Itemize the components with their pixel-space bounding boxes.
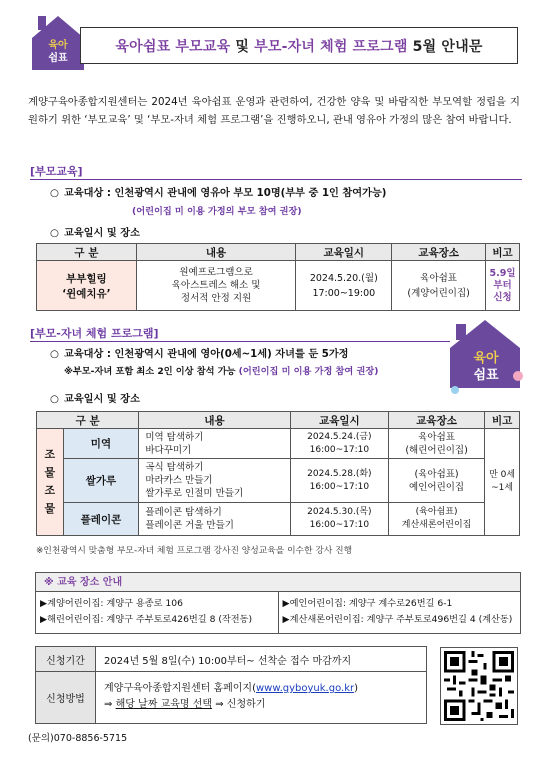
place-item: ▶계양어린이집: 계양구 용종로 106 [40, 598, 183, 609]
table-cell-datetime: 2024.5.28.(화) 16:00~17:10 [290, 459, 388, 503]
parent-section-heading: [부모교육] [30, 165, 83, 178]
family-section-heading: [부모-자녀 체험 프로그램] [30, 327, 159, 340]
family-target: ○ 교육대상 : 인천광역시 관내에 영아(0세~1세) 자녀를 둔 5가정 [50, 349, 349, 360]
footnote: ※인천광역시 맞춤형 부모-자녀 체험 프로그램 강사진 양성교육을 이수한 강사 진행 [36, 546, 353, 556]
table-cell-place: 육아쉼표 (계양어린이집) [392, 261, 486, 311]
parent-target: ○ 교육대상 : 인천광역시 관내에 영유아 부모 10명(부부 중 1인 참여가능) [50, 188, 387, 199]
contact-info: (문의)070-8856-5715 [28, 733, 128, 744]
places-right [278, 592, 521, 633]
homepage-link[interactable]: www.gyboyuk.go.kr [255, 683, 355, 694]
method-value: 계양구육아종합지원센터 홈페이지(www.gyboyuk.go.kr) ⇒ 해당 날짜 교육명 선택 ⇒ 신청하기 [104, 683, 359, 710]
qr-code-icon [441, 648, 517, 724]
table-cell-place: 육아쉼표 (해린어린이집) [388, 429, 484, 459]
svg-text:쉼표: 쉼표 [473, 368, 499, 383]
table-cell-content: 미역 탐색하기 바다꾸미기 [139, 429, 290, 459]
house-logo-icon [446, 316, 524, 396]
place-item: ▶해린어린이집: 계양구 주부토로426번길 8 (작전동) [40, 614, 253, 625]
col-header: 교육일시 [290, 412, 388, 429]
family-target-note: ※부모-자녀 포함 최소 2인 이상 참석 가능 (어린이집 미 이용 가정 참여 권장) [64, 366, 379, 377]
page-title: 육아쉼표 부모교육 및 부모-자녀 체험 프로그램 5월 안내문 [80, 27, 518, 64]
svg-text:쉼표: 쉼표 [48, 53, 68, 64]
parent-schedule-label: ○ 교육일시 및 장소 [50, 228, 140, 239]
table-cell-place: (육아쉼표) 예인어린이집 [388, 459, 484, 503]
table-cell-content: 곡식 탐색하기 마라카스 만들기 쌀가루로 인절미 만들기 [139, 459, 290, 503]
svg-text:육아: 육아 [48, 40, 68, 51]
places-heading: ※ 교육 장소 안내 [36, 573, 520, 592]
logo [30, 14, 86, 72]
col-header: 내용 [136, 244, 296, 261]
col-header: 교육장소 [388, 412, 484, 429]
table-cell-side-note: 만 0세 ~1세 [485, 429, 520, 536]
col-header: 교육장소 [392, 244, 486, 261]
col-header: 내용 [139, 412, 290, 429]
application-box [35, 646, 427, 724]
parent-target-note: (어린이집 미 이용 가정의 부모 참여 권장) [132, 206, 302, 217]
family-schedule-label: ○ 교육일시 및 장소 [50, 394, 140, 405]
col-header: 비고 [486, 244, 520, 261]
method-label: 신청방법 [36, 672, 96, 723]
table-cell-name: 미역 [63, 429, 139, 459]
place-item: ▶계산새론어린이집: 계양구 주부토로496번길 4 (계산동) [282, 614, 513, 625]
table-cell-name: 쌀가루 [63, 459, 139, 503]
table-cell-datetime: 2024.5.20.(월) 17:00~19:00 [296, 261, 392, 311]
table-cell-name: 플레이콘 [63, 503, 139, 536]
table-cell-note: 5.9일 부터 신청 [486, 261, 520, 311]
table-cell-datetime: 2024.5.24.(금) 16:00~17:10 [290, 429, 388, 459]
table-cell-place: (육아쉼표) 계산새론어린이집 [388, 503, 484, 536]
table-cell-content: 원예프로그램으로 육아스트레스 해소 및 정서적 안정 지원 [136, 261, 296, 311]
col-header: 구 분 [37, 244, 137, 261]
col-header: 비고 [485, 412, 520, 429]
places-box [35, 572, 521, 634]
table-cell-content: 플레이콘 탐색하기 플레이콘 거울 만들기 [139, 503, 290, 536]
divider [30, 179, 522, 180]
qr-code[interactable] [440, 647, 518, 725]
places-left [36, 592, 278, 633]
divider [30, 341, 450, 342]
table-cell-category: 부부힐링 ‘윈예치유’ [37, 261, 137, 311]
intro-paragraph: 계양구육아종합지원센터는 2024년 육아쉼표 운영과 관련하여, 건강한 양육 및 바람직한 부모역할 정립을 지원하기 위한 ‘부모교육’ 및 ‘부모-자녀 체험 프로그램’을 진행하오니, 관내 영유아 가정의 많은 참여 바랍니다. [28, 96, 520, 126]
table-group-label: 조 물 조 물 [37, 429, 64, 536]
house-logo-large [446, 316, 524, 396]
parent-schedule-table [36, 243, 520, 311]
svg-text:육아: 육아 [473, 351, 499, 366]
period-label: 신청기간 [36, 647, 96, 671]
table-cell-datetime: 2024.5.30.(목) 16:00~17:10 [290, 503, 388, 536]
col-header: 구 분 [37, 412, 139, 429]
house-logo-icon [30, 14, 86, 72]
col-header: 교육일시 [296, 244, 392, 261]
place-item: ▶예인어린이집: 계양구 계수로26번길 6-1 [282, 598, 453, 609]
period-value: 2024년 5월 8일(수) 10:00부터~ 선착순 접수 마감까지 [104, 655, 352, 667]
family-schedule-table [36, 411, 520, 536]
